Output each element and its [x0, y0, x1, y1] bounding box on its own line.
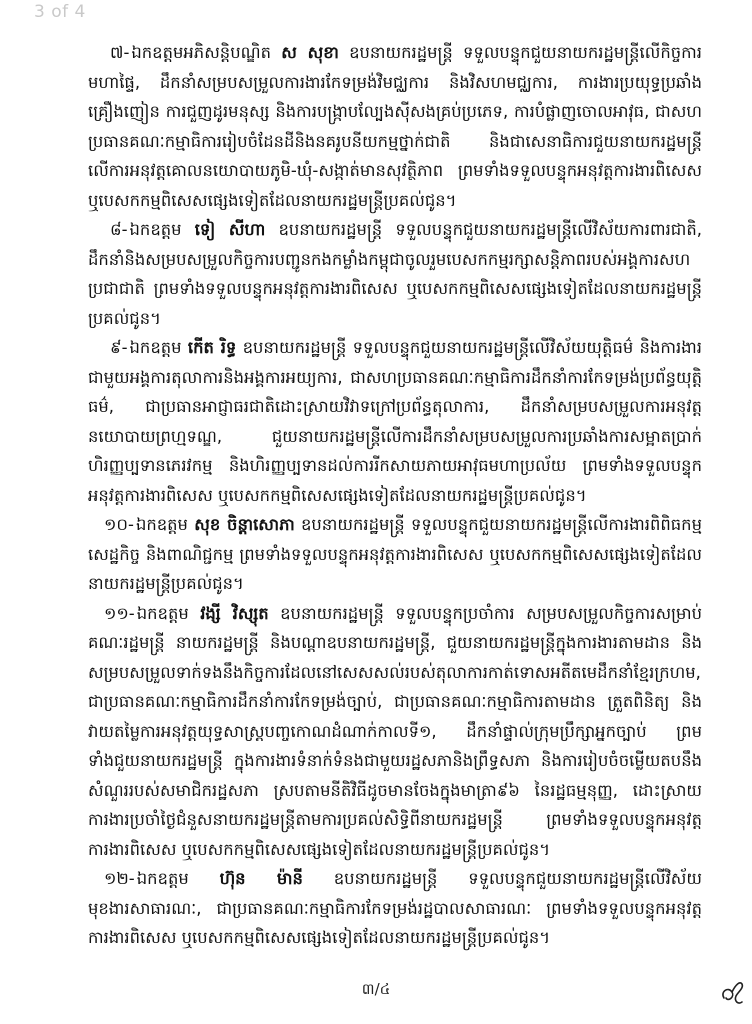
- entry-text: ឧបនាយករដ្ឋមន្ត្រី ទទួលបន្ទុកជួយនាយករដ្ឋមន្ត្រីលើកិច្ចការមហាផ្ទៃ, ដឹកនាំសម្របសម្រួលការងារកែទម្រង់វិមជ្ឈការ និងវិសហមជ្ឈការ, ការងារប្រយុទ្ធប្រឆាំងគ្រឿងញៀន ការជួញដូរមនុស្ស និងការបង្ក្រាបល្បែងស៊ីសងគ្រប់ប្រភេទ, ការបំផ្លាញចោលអាវុធ, ជាសហប្រធានគណៈកម្មាធិការរៀបចំដែនដីនិងនគរូបនីយកម្មថ្នាក់ជាតិ និងជាសេនាធិការជួយនាយករដ្ឋមន្ត្រី លើការអនុវត្តគោលនយោបាយភូមិ-ឃុំ-សង្កាត់មានសុវត្ថិភាព ព្រមទាំងទទួលបន្ទុកអនុវត្តការងារពិសេស ឬបេសកកម្មពិសេសផ្សេងទៀតដែលនាយករដ្ឋមន្ត្រីប្រគល់ជូន។: [88, 43, 702, 210]
- entry-text: ឧបនាយករដ្ឋមន្ត្រី ទទួលបន្ទុកជួយនាយករដ្ឋមន្ត្រីលើវិស័យការពារជាតិ, ដឹកនាំនិងសម្របសម្រួលកិច្ចការបញ្ជូនកងកម្លាំងកម្ពុជាចូលរួមបេសកកម្មរក្សាសន្តិភាពរបស់អង្គការសហប្រជាជាតិ ព្រមទាំងទទួលបន្ទុកអនុវត្តការងារពិសេស ឬបេសកកម្មពិសេសផ្សេងទៀតដែលនាយករដ្ឋមន្ត្រីប្រគល់ជូន។: [88, 220, 702, 328]
- entry-name: វង្សី វិស្សុត: [200, 603, 269, 623]
- entry-12: [88, 864, 702, 953]
- page-number: ៣/៤: [361, 980, 391, 998]
- entry-name: ទៀ សីហា: [194, 220, 266, 239]
- entry-number: ១១-: [104, 603, 135, 623]
- entry-7: [88, 38, 702, 215]
- entry-number: ៨-: [110, 220, 128, 239]
- entry-name: ហ៊ុន ម៉ានី: [219, 869, 303, 888]
- entry-name: សុខ ចិន្តាសោភា: [194, 515, 295, 534]
- entry-title: ឯកឧត្តម: [129, 338, 182, 357]
- entry-text: ឧបនាយករដ្ឋមន្ត្រី ទទួលបន្ទុកជួយនាយករដ្ឋមន្ត្រីលើវិស័យយុត្តិធម៌ និងការងារជាមួយអង្គការតុលាការនិងអង្គការអយ្យការ, ជាសហប្រធានគណៈកម្មាធិការដឹកនាំការកែទម្រង់ប្រព័ន្ធយុត្តិធម៌, ជាប្រធានអាជ្ញាធរជាតិដោះស្រាយវិវាទក្រៅប្រព័ន្ធតុលាការ, ដឹកនាំសម្របសម្រួលការអនុវត្តនយោបាយព្រហ្មទណ្ឌ, ជួយនាយករដ្ឋមន្ត្រីលើការដឹកនាំសម្របសម្រួលការប្រឆាំងការសម្អាតប្រាក់ ហិរញ្ញប្បទានភេរវកម្ម និងហិរញ្ញប្បទានដល់ការរីកសាយភាយអាវុធមហាប្រល័យ ព្រមទាំងទទួលបន្ទុកអនុវត្តការងារពិសេស ឬបេសកកម្មពិសេសផ្សេងទៀតដែលនាយករដ្ឋមន្ត្រីប្រគល់ជូន។: [88, 338, 702, 505]
- entry-text: ឧបនាយករដ្ឋមន្ត្រី ទទួលបន្ទុកជួយនាយករដ្ឋមន្ត្រីលើវិស័យមុខងារសាធារណៈ, ជាប្រធានគណៈកម្មាធិការកែទម្រង់រដ្ឋបាលសាធារណៈ ព្រមទាំងទទួលបន្ទុកអនុវត្តការងារពិសេស ឬបេសកកម្មពិសេសផ្សេងទៀតដែលនាយករដ្ឋមន្ត្រីប្រគល់ជូន។: [88, 869, 702, 947]
- entry-title: ឯកឧត្តម: [136, 869, 189, 888]
- entry-title: ឯកឧត្តម: [136, 603, 189, 623]
- entry-9: [88, 333, 702, 510]
- entry-number: ១២-: [104, 869, 135, 888]
- entry-title: ឯកឧត្តម: [129, 220, 182, 239]
- entry-name: ស សុខា: [281, 43, 339, 62]
- entry-8: [88, 215, 702, 333]
- entry-number: ៩-: [110, 338, 128, 357]
- decree-body: [0, 38, 752, 953]
- entry-10: [88, 510, 702, 599]
- entry-name: កើត រិទ្ធ: [187, 338, 237, 357]
- entry-number: ១០-: [104, 515, 134, 534]
- entry-title: ឯកឧត្តម: [135, 515, 188, 534]
- entry-11: [88, 599, 702, 865]
- entry-number: ៧-: [110, 43, 130, 62]
- entry-title: ឯកឧត្តមអភិសន្តិបណ្ឌិត: [131, 43, 272, 62]
- page-label: 3 of 4: [34, 2, 86, 22]
- initials-signature: [718, 978, 746, 1008]
- entry-text: ឧបនាយករដ្ឋមន្ត្រី ទទួលបន្ទុកជួយនាយករដ្ឋមន្ត្រីលើការងារពិពិធកម្មសេដ្ឋកិច្ច និងពាណិជ្ជកម្ម ព្រមទាំងទទួលបន្ទុកអនុវត្តការងារពិសេស ឬបេសកកម្មពិសេសផ្សេងទៀតដែលនាយករដ្ឋមន្ត្រីប្រគល់ជូន។: [88, 515, 702, 593]
- entry-text: ឧបនាយករដ្ឋមន្ត្រី ទទួលបន្ទុកប្រចាំការ សម្របសម្រួលកិច្ចការសម្រាប់គណៈរដ្ឋមន្ត្រី នាយករដ្ឋមន្ត្រី និងបណ្ដាឧបនាយករដ្ឋមន្ត្រី, ជួយនាយករដ្ឋមន្ត្រីក្នុងការងារតាមដាន និងសម្របសម្រួលទាក់ទងនឹងកិច្ចការដែលនៅសេសសល់របស់តុលាការកាត់ទោសអតីតមេដឹកនាំខ្មែរក្រហម, ជាប្រធានគណៈកម្មាធិការដឹកនាំការកែទម្រង់ច្បាប់, ជាប្រធានគណៈកម្មាធិការតាមដាន ត្រួតពិនិត្យ និងវាយតម្លៃការអនុវត្តយុទ្ធសាស្ត្របញ្ចកោណដំណាក់កាលទី១, ដឹកនាំផ្ទាល់ក្រុមប្រឹក្សាអ្នកច្បាប់ ព្រមទាំងជួយនាយករដ្ឋមន្ត្រី ក្នុងការងារទំនាក់ទំនងជាមួយរដ្ឋសភានិងព្រឹទ្ធសភា និងការរៀបចំចម្លើយតបនឹងសំណួររបស់សមាជិករដ្ឋសភា ស្របតាមនីតិវិធីដូចមានចែងក្នុងមាត្រា៩៦ នៃរដ្ឋធម្មនុញ្ញ, ដោះស្រាយការងារប្រចាំថ្ងៃជំនួសនាយករដ្ឋមន្ត្រីតាមការប្រគល់សិទ្ធិពីនាយករដ្ឋមន្ត្រី ព្រមទាំងទទួលបន្ទុកអនុវត្តការងារពិសេស ឬបេសកកម្មពិសេសផ្សេងទៀតដែលនាយករដ្ឋមន្ត្រីប្រគល់ជូន។: [88, 603, 702, 859]
